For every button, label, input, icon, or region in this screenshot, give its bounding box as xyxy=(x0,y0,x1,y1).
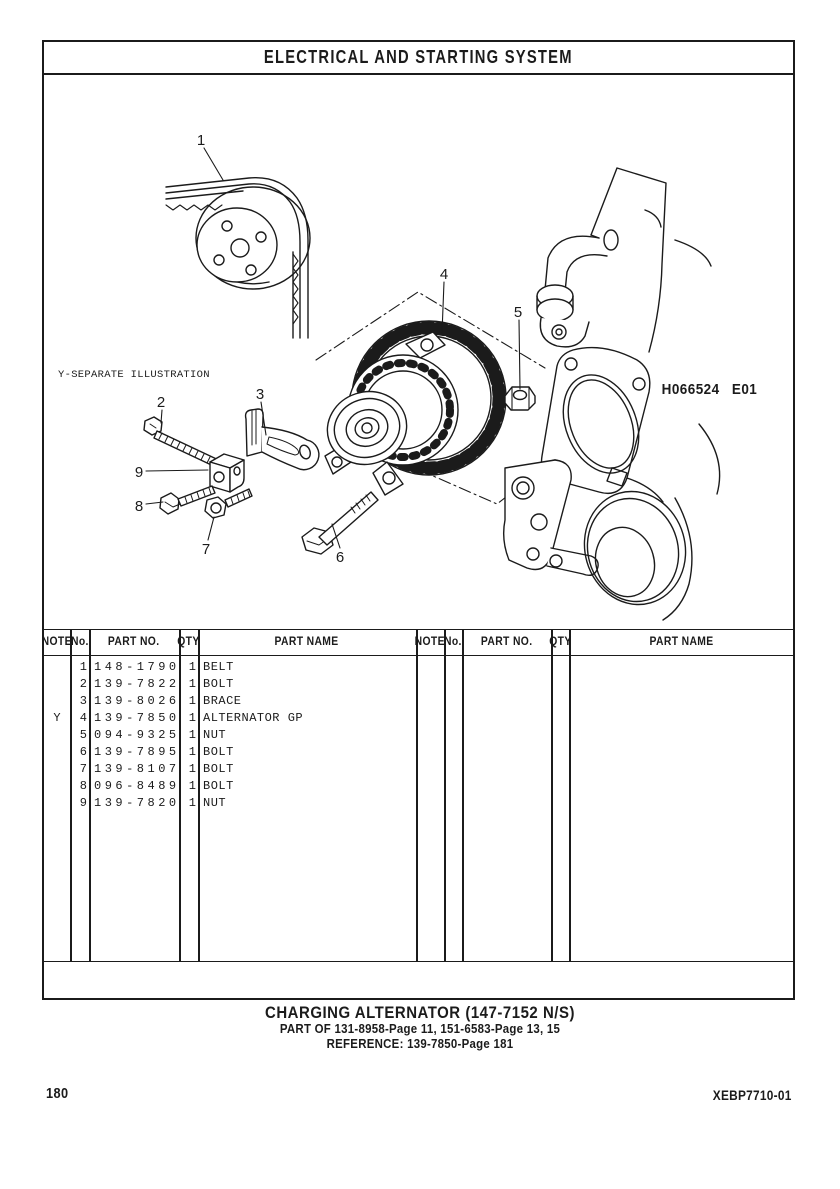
header-no-right: No. xyxy=(444,636,462,648)
callout-8: 8 xyxy=(134,498,144,515)
row-partname: BOLT xyxy=(203,762,234,776)
row-partname: BOLT xyxy=(203,677,234,691)
header-no-left: No. xyxy=(70,636,89,648)
exploded-diagram xyxy=(43,76,794,629)
brace-drawing xyxy=(246,409,319,470)
callout-7: 7 xyxy=(201,541,211,558)
row-partname: NUT xyxy=(203,728,227,742)
header-partname-left: PART NAME xyxy=(274,636,339,648)
callout-9: 9 xyxy=(134,464,144,481)
row-qty: 1 xyxy=(188,660,196,674)
row-qty: 1 xyxy=(188,694,196,708)
bolt6-drawing xyxy=(302,492,378,554)
row-no: 7 xyxy=(79,762,87,776)
row-no: 9 xyxy=(79,796,87,810)
header-partno-left: PART NO. xyxy=(108,636,160,648)
row-partname: BELT xyxy=(203,660,234,674)
row-qty: 1 xyxy=(188,677,196,691)
header-partno-right: PART NO. xyxy=(480,636,533,648)
row-qty: 1 xyxy=(188,745,196,759)
row-partname: NUT xyxy=(203,796,227,810)
row-no: 5 xyxy=(79,728,87,742)
page-title: ELECTRICAL AND STARTING SYSTEM xyxy=(264,47,573,67)
row-partno: 139-7850 xyxy=(94,711,180,725)
callout-2: 2 xyxy=(156,394,166,411)
nut5-drawing xyxy=(505,387,535,410)
row-partname: BRACE xyxy=(203,694,242,708)
row-partno: 139-7822 xyxy=(94,677,180,691)
title-band xyxy=(44,42,793,75)
row-no: 4 xyxy=(79,711,87,725)
callout-5: 5 xyxy=(513,304,523,321)
row-qty: 1 xyxy=(188,762,196,776)
row-partno: 139-8107 xyxy=(94,762,180,776)
row-partname: BOLT xyxy=(203,745,234,759)
header-note-left: NOTE xyxy=(41,636,73,648)
row-no: 1 xyxy=(79,660,87,674)
row-partno: 139-8026 xyxy=(94,694,180,708)
table-header-row xyxy=(41,630,795,656)
row-no: 8 xyxy=(79,779,87,793)
figure-caption xyxy=(0,1003,840,1051)
nut9-drawing xyxy=(210,454,244,492)
figure-code: H066524 E01 xyxy=(661,381,757,398)
row-partname: ALTERNATOR GP xyxy=(203,711,304,725)
callout-6: 6 xyxy=(335,549,345,566)
header-qty-left: QTY xyxy=(177,636,200,648)
note-cell: Y xyxy=(53,711,61,725)
alternator-drawing xyxy=(318,321,506,495)
header-qty-right: QTY xyxy=(548,636,572,648)
row-no: 3 xyxy=(79,694,87,708)
row-partno: 139-7820 xyxy=(94,796,180,810)
callout-4: 4 xyxy=(439,266,449,283)
row-qty: 1 xyxy=(188,779,196,793)
row-partname: BOLT xyxy=(203,779,234,793)
callout-1: 1 xyxy=(196,132,206,149)
caption-reference: REFERENCE: 139-7850-Page 181 xyxy=(326,1035,514,1051)
parts-table xyxy=(41,629,795,962)
engine-housing-drawing xyxy=(504,168,720,620)
row-partno: 139-7895 xyxy=(94,745,180,759)
row-partno: 096-8489 xyxy=(94,779,180,793)
row-partno: 094-9325 xyxy=(94,728,180,742)
row-no: 6 xyxy=(79,745,87,759)
separate-illustration-note: Y-SEPARATE ILLUSTRATION xyxy=(58,369,210,381)
header-note-right: NOTE xyxy=(414,636,446,648)
table-body xyxy=(44,656,795,962)
document-number: XEBP7710-01 xyxy=(713,1088,792,1103)
pulley-drawing xyxy=(196,187,310,289)
leader-lines xyxy=(146,148,523,548)
row-qty: 1 xyxy=(188,728,196,742)
row-partno: 148-1790 xyxy=(94,660,180,674)
header-partname-right: PART NAME xyxy=(649,636,714,648)
caption-part-of: PART OF 131-8958-Page 11, 151-6583-Page 13, 15 xyxy=(279,1021,561,1037)
page-number: 180 xyxy=(46,1085,69,1102)
caption-title: CHARGING ALTERNATOR (147-7152 N/S) xyxy=(264,1003,575,1022)
row-qty: 1 xyxy=(188,711,196,725)
row-qty: 1 xyxy=(188,796,196,810)
row-no: 2 xyxy=(79,677,87,691)
callout-3: 3 xyxy=(255,386,265,403)
